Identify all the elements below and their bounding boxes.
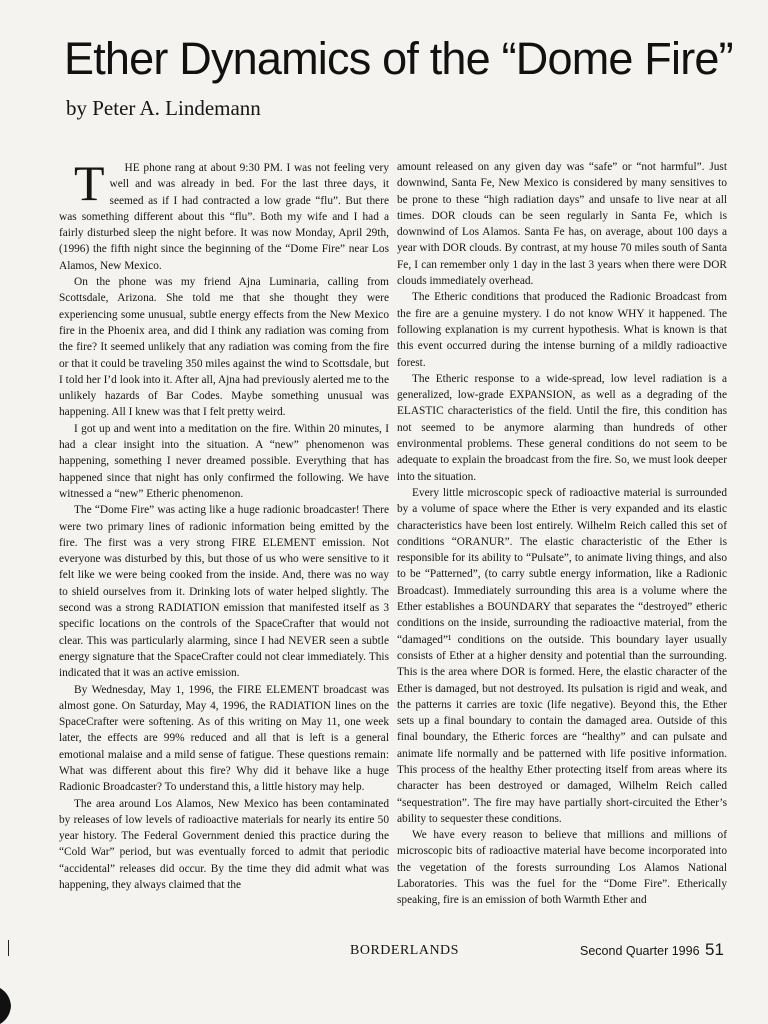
body-paragraph: By Wednesday, May 1, 1996, the FIRE ELEMENT broadcast was almost gone. On Saturday, May 4, 1996, the RADIATION lines on the SpaceCrafter were softening. As of this writing on May 11, one week later, the effects are 99% reduced and all that is left is a general emotional malaise and a mild sense of fatigue. These questions remain: What was different about this fire? Why did it behave like a huge Radionic Broadcaster? To understand this, a little history may help. <box>59 683 389 794</box>
article-title: Ether Dynamics of the “Dome Fire” <box>64 33 733 84</box>
article-byline: by Peter A. Lindemann <box>66 96 261 120</box>
body-paragraph: Every little microscopic speck of radioactive material is surrounded by a volume of space where the Ether is very expanded and its elastic characteristics have been lost entirely. Wilhelm Reich called this set of conditions “ORANUR”. The elastic characteristic of the Ether is responsible for its ability to “Pulsate”, to animate living things, and also to be “Patterned”, (to carry subtle energy information, like a Radionic Broadcast). Immediately surrounding this area is a volume where the Ether establishes a BOUNDARY that separates the “destroyed” etheric conditions on the inside, surrounding the radioactive material, from the “damaged”¹ conditions on the outside. This boundary layer usually consists of Ether at a higher density and potential than the surrounding. This is the area where DOR is formed. Here, the elastic character of the Ether is damaged, but not destroyed. Its pulsation is rigid and weak, and the patterns it carries are toxic (life negative). Beyond this, the Ether sets up a final boundary to contain the damaged area. Outside of this final boundary, the Etheric forces are “healthy” and can pulsate and animate life normally and be patterned with life positive information. This process of the healthy Ether protecting itself from areas where its character has been destroyed or damaged, Wilhelm Reich called “sequestration”. The fire may have partially short-circuited the Ether’s ability to sequester these conditions. <box>397 486 727 825</box>
body-paragraph: We have every reason to believe that millions and millions of microscopic bits of radioactive material have become incorporated into the vegetation of the forests surrounding Los Alamos National Laboratories. This was the fuel for the “Dome Fire”. Etherically speaking, fire is an emission of both Warmth Ether and <box>397 829 727 907</box>
body-paragraph: On the phone was my friend Ajna Luminaria, calling from Scottsdale, Arizona. She told me that she thought they were experiencing some unusual, subtle energy effects from the New Mexico fire in the Phoenix area, and did I think any radiation was coming from the fire? It seemed unlikely that any radiation was coming from the fire or that it could be traveling 350 miles against the wind to Scottsdale, but I told her I’d look into it. After all, Ajna had previously alerted me to the unlikely hazards of Bar Codes. Maybe something unusual was happening. All I knew was that I felt pretty weird. <box>59 276 389 419</box>
body-paragraph: amount released on any given day was “safe” or “not harmful”. Just downwind, Santa Fe, New Mexico is considered by many sensitives to be prone to these “high radiation days” and unsafe to live near at all times. DOR clouds can be seen regularly in Santa Fe, which is downwind of Los Alamos. Santa Fe has, on average, about 100 days a year with DOR clouds. By contrast, at my house 70 miles south of Santa Fe, I can remember only 1 day in the last 3 years when there were DOR clouds immediately overhead. <box>397 161 727 288</box>
body-paragraph: I got up and went into a meditation on the fire. Within 20 minutes, I had a clear insight into the situation. A “new” phenomenon was happening, something I never dreamed possible. Everything that has happened since that night has only confirmed the following. We have witnessed a “new” Etheric phenomenon. <box>59 422 389 500</box>
body-paragraph: The area around Los Alamos, New Mexico has been contaminated by releases of low levels of radioactive materials for nearly its entire 50 year history. The Federal Government denied this practice during the “Cold War” period, but was eventually forced to admit that periodic “accidental” releases did occur. By the time they did admit what was happening, they always claimed that the <box>59 797 389 892</box>
body-paragraph: The Etheric conditions that produced the Radionic Broadcast from the fire are a genuine mystery. I do not know WHY it happened. The following explanation is my current hypothesis. What is known is that this event occurred during the intense burning of a mildly radioactive forest. <box>397 291 727 369</box>
drop-cap: T <box>74 155 105 211</box>
left-column <box>59 155 389 893</box>
body-paragraph: The Etheric response to a wide-spread, low level radiation is a generalized, low-grade EXPANSION, as well as a degrading of the ELASTIC characteristics of the field. Until the fire, this condition has not seemed to be anymore alarming than hundreds of other environmental problems. These general conditions do not seem to be adequate to explain the broadcast from the fire. So, we must look deeper into the situation. <box>397 372 727 483</box>
margin-mark <box>8 940 9 956</box>
opening-paragraph <box>59 155 389 274</box>
binding-mark <box>0 988 12 1024</box>
right-column <box>397 159 727 909</box>
body-paragraph: The “Dome Fire” was acting like a huge radionic broadcaster! There were two primary lines of radionic information being emitted by the fire. The first was a very strong FIRE ELEMENT emission. Not everyone was disturbed by this, but those of us who were sensitive to it felt like we were being cooked from the inside. And, there was no way to shield ourselves from it. Drinking lots of water helped slightly. The second was a strong RADIATION emission that manifested itself as 3 specific locations on the controls of the SpaceCrafter that would not clear. This was particularly alarming, since I had NEVER seen a subtle energy signature that the SpaceCrafter could not clear immediately. This indicated that it was an active emission. <box>59 504 389 680</box>
footer-issue: Second Quarter 1996 <box>580 944 700 958</box>
opening-paragraph-text: HE phone rang at about 9:30 PM. I was not feeling very well and was already in bed. For the last three days, it seemed as if I had contracted a low grade “flu”. But there was something different about this “flu”. Both my wife and I had a fairly disturbed sleep the night before. It was now Monday, April 29th, (1996) the fifth night since the beginning of the “Dome Fire” near Los Alamos, New Mexico. <box>59 162 389 272</box>
footer-magazine-name: BORDERLANDS <box>350 943 459 958</box>
footer-page-number: 51 <box>705 940 724 959</box>
